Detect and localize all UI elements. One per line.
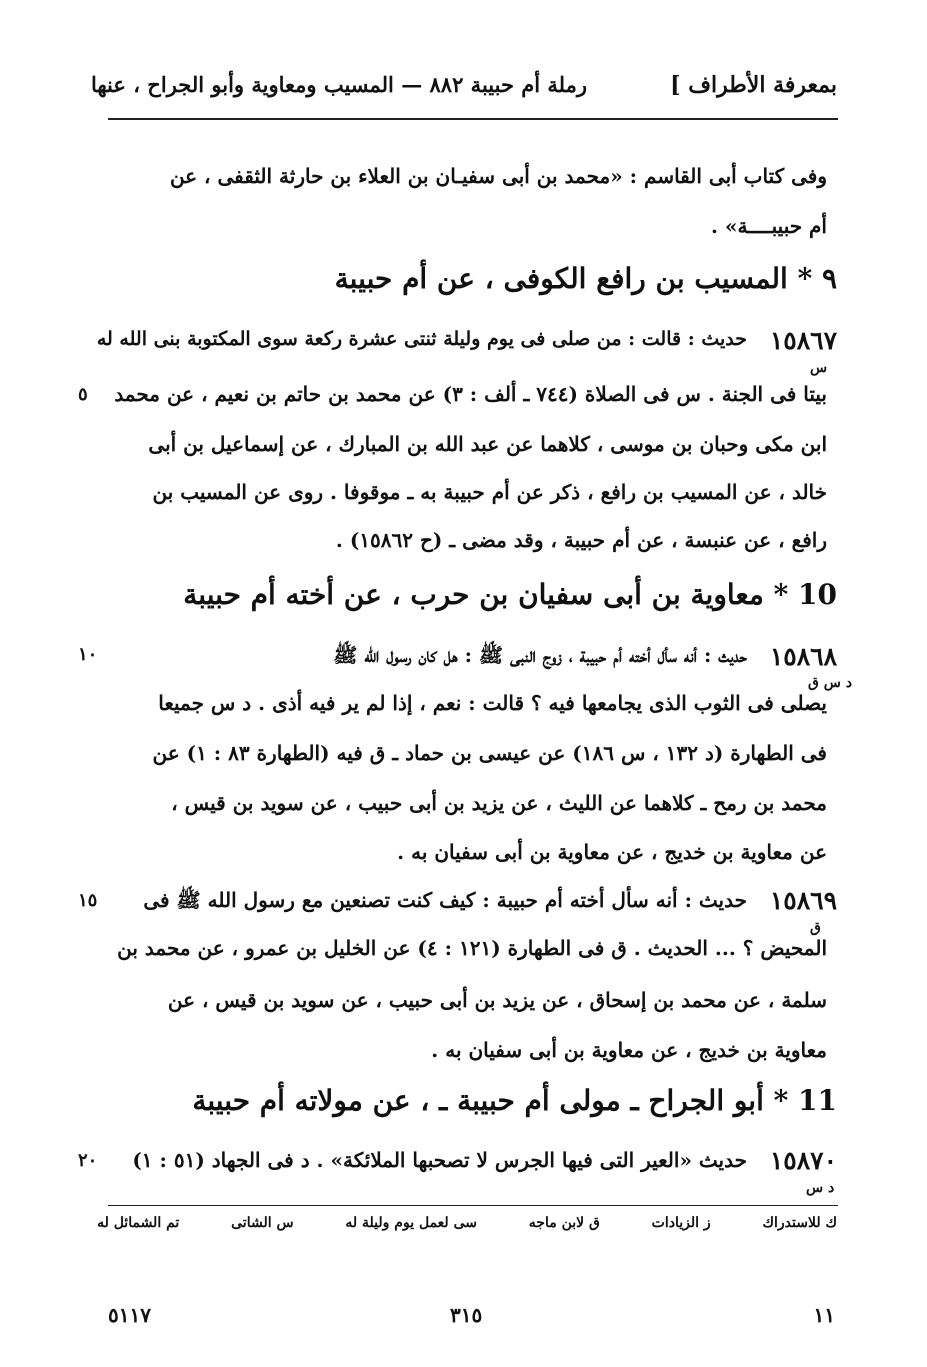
- section-marker: ٩ *: [797, 262, 837, 295]
- margin-line-number: ٢٠: [78, 1150, 98, 1171]
- footnote-item: ز الزيادات: [651, 1215, 711, 1231]
- intro-line-2: أم حبيبــــة» .: [711, 214, 827, 238]
- footnote-legend: [97, 1215, 837, 1231]
- footnote-item: ق لابن ماجه: [528, 1215, 600, 1231]
- hadith-line: حديث : قالت : من صلى فى يوم وليلة ثنتى عشرة ركعة سوى المكتوبة بنى الله له: [96, 328, 747, 350]
- page-number: ٣١٥: [450, 1303, 483, 1327]
- footnote-item: سى لعمل يوم وليلة له: [345, 1215, 477, 1231]
- hadith-line: حديث «العير التى فيها الجرس لا تصحبها الملائكة» . د فى الجهاد (٥١ : ١): [132, 1148, 747, 1172]
- header-rule: [108, 118, 838, 120]
- running-header-right: بمعرفة الأطراف ]: [670, 72, 837, 98]
- running-header-title: رملة أم حبيبة ٨٨٢ — المسيب ومعاوية وأبو الجراح ، عنها: [90, 72, 587, 97]
- hadith-line: يصلى فى الثوب الذى يجامعها فيه ؟ قالت : نعم ، إذا لم ير فيه أذى . د س جميعا: [158, 691, 827, 715]
- hadith-number: ١٥٨٦٩: [769, 886, 837, 915]
- margin-line-number: ١٠: [78, 644, 98, 665]
- book-marks: س: [810, 360, 828, 376]
- margin-line-number: ٥: [78, 384, 88, 405]
- footnote-item: س الشاتى: [231, 1215, 294, 1231]
- hadith-line: رافع ، عن عنبسة ، عن أم حبيبة ، وقد مضى ـ (ح ١٥٨٦٢) .: [335, 528, 827, 552]
- hadith-number: ١٥٨٦٧: [769, 326, 837, 355]
- footnote-item: ك للاستدراك: [762, 1215, 837, 1231]
- section-marker: 10 *: [773, 578, 837, 611]
- hadith-number: ١٥٨٧٠: [769, 1146, 837, 1175]
- hadith-line: بيتا فى الجنة . س فى الصلاة (٧٤٤ ـ ألف : ٣) عن محمد بن حاتم بن نعيم ، عن محمد: [114, 382, 827, 406]
- margin-line-number: ١٥: [78, 890, 98, 911]
- book-marks: د س: [806, 1180, 835, 1196]
- section-title: المسيب بن رافع الكوفى ، عن أم حبيبة: [334, 262, 788, 295]
- hadith-line: المحيض ؟ ... الحديث . ق فى الطهارة (١٢١ : ٤) عن الخليل بن عمرو ، عن محمد بن: [117, 936, 827, 960]
- book-marks: ق: [810, 920, 821, 936]
- footer-volume-number: ١١: [813, 1303, 835, 1327]
- hadith-line: سلمة ، عن محمد بن إسحاق ، عن يزيد بن أبى حبيب ، عن سويد بن قيس ، عن: [167, 988, 827, 1012]
- hadith-line: حديث : أنه سأل أخته أم حبيبة : كيف كنت تصنعين مع رسول الله ﷺ فى: [143, 888, 747, 912]
- intro-line-1: وفى كتاب أبى القاسم : «محمد بن أبى سفيـان بن العلاء بن حارثة الثقفى ، عن: [169, 164, 827, 188]
- hadith-line: محمد بن رمح ـ كلاهما عن الليث ، عن يزيد بن أبى حبيب ، عن سويد بن قيس ،: [171, 791, 827, 815]
- hadith-line: فى الطهارة (د ١٣٢ ، س ١٨٦) عن عيسى بن حماد ـ ق فيه (الطهارة ٨٣ : ١) عن: [152, 741, 827, 765]
- hadith-number: ١٥٨٦٨: [769, 642, 837, 671]
- section-marker: 11 *: [773, 1084, 837, 1117]
- section-title: معاوية بن أبى سفيان بن حرب ، عن أخته أم حبيبة: [183, 578, 764, 611]
- footnote-item: تم الشمائل له: [97, 1215, 180, 1231]
- section-heading: [335, 262, 837, 295]
- hadith-line: عن معاوية بن خديج ، عن معاوية بن أبى سفيان به .: [397, 840, 827, 864]
- section-heading: [183, 578, 837, 611]
- hadith-line: حديث : أنه سأل أخته أم حبيبة ، زوج النبى ﷺ : هل كان رسول الله ﷺ: [333, 643, 747, 667]
- section-title: أبو الجراح ـ مولى أم حبيبة ـ ، عن مولاته أم حبيبة: [192, 1084, 764, 1117]
- book-marks: د س ق: [808, 675, 852, 691]
- hadith-line: معاوية بن خديج ، عن معاوية بن أبى سفيان به .: [431, 1038, 827, 1062]
- hadith-line: خالد ، عن المسيب بن رافع ، ذكر عن أم حبيبة به ـ موقوفا . روى عن المسيب بن: [152, 480, 827, 504]
- hadith-line: ابن مكى وحبان بن موسى ، كلاهما عن عبد الله بن المبارك ، عن إسماعيل بن أبى: [148, 432, 827, 456]
- footer-code: ٥١١٧: [108, 1303, 151, 1327]
- footnote-rule: [108, 1205, 838, 1206]
- section-heading: [192, 1084, 837, 1117]
